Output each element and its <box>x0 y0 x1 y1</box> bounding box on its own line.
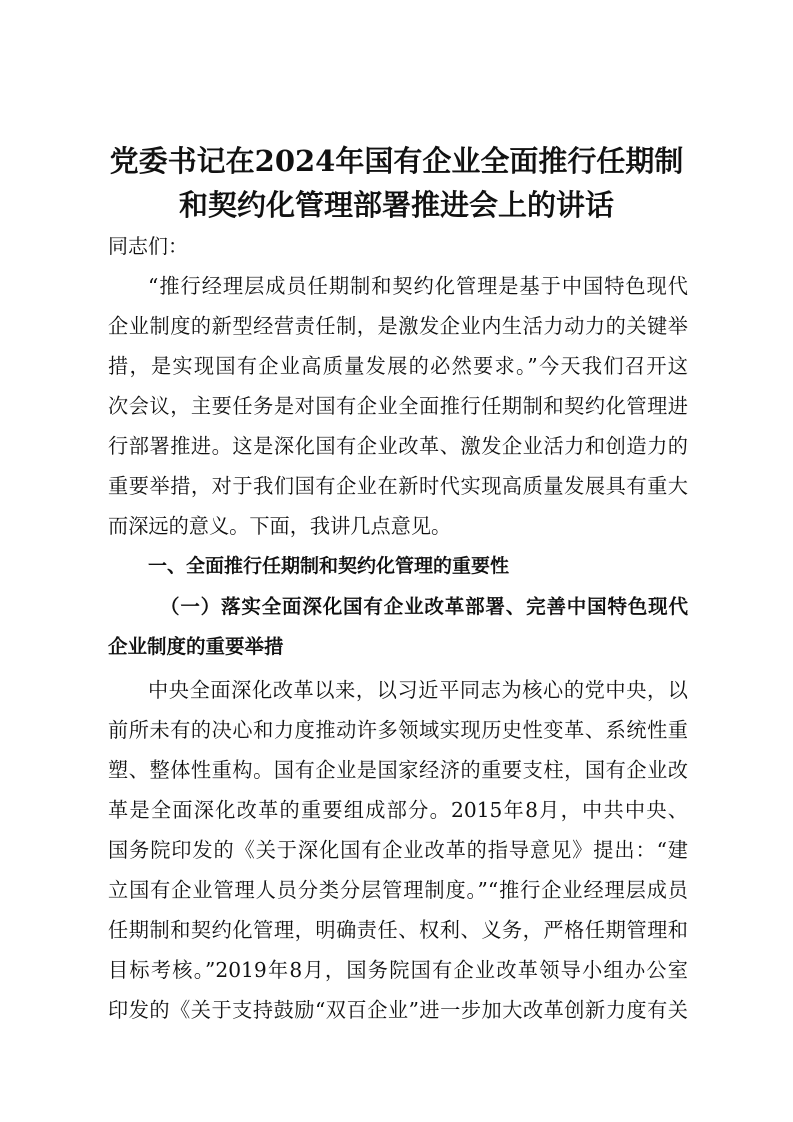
subsection-heading-line-2: 企业制度的重要举措 <box>108 635 284 658</box>
body-paragraph-line: 前所未有的决心和力度推动许多领域实现历史性变革、系统性重 <box>108 718 688 742</box>
document-title-line-2: 和契约化管理部署推进会上的讲话 <box>178 188 614 222</box>
body-paragraph-line: 中央全面深化改革以来，以习近平同志为核心的党中央，以 <box>148 678 688 702</box>
section-heading-1: 一、全面推行任期制和契约化管理的重要性 <box>148 555 510 577</box>
salutation: 同志们： <box>108 234 188 258</box>
intro-paragraph-line: “推行经理层成员任期制和契约化管理是基于中国特色现代 <box>148 274 688 298</box>
intro-paragraph-line: 重要举措，对于我们国有企业在新时代实现高质量发展具有重大 <box>108 474 688 498</box>
intro-paragraph-line: 措，是实现国有企业高质量发展的必然要求。”今天我们召开这 <box>108 354 688 378</box>
intro-paragraph-line: 企业制度的新型经营责任制，是激发企业内生活力动力的关键举 <box>108 314 688 338</box>
body-paragraph-line: 目标考核。”2019年8月，国务院国有企业改革领导小组办公室 <box>108 958 688 982</box>
body-paragraph-line: 国务院印发的《关于深化国有企业改革的指导意见》提出：“建 <box>108 838 688 862</box>
body-paragraph-line: 任期制和契约化管理，明确责任、权利、义务，严格任期管理和 <box>108 918 688 942</box>
body-paragraph-line: 塑、整体性重构。国有企业是国家经济的重要支柱，国有企业改 <box>108 758 688 782</box>
subsection-heading-line-1: （一）落实全面深化国有企业改革部署、完善中国特色现代 <box>160 595 688 618</box>
body-paragraph-line: 立国有企业管理人员分类分层管理制度。”“推行企业经理层成员 <box>108 878 688 902</box>
intro-paragraph-line: 行部署推进。这是深化国有企业改革、激发企业活力和创造力的 <box>108 434 688 458</box>
intro-paragraph-line: 次会议，主要任务是对国有企业全面推行任期制和契约化管理进 <box>108 394 688 418</box>
document-title-line-1: 党委书记在2024年国有企业全面推行任期制 <box>109 144 684 178</box>
intro-paragraph-line: 而深远的意义。下面，我讲几点意见。 <box>108 514 452 538</box>
body-paragraph-line: 印发的《关于支持鼓励“双百企业”进一步加大改革创新力度有关 <box>108 998 688 1022</box>
body-paragraph-line: 革是全面深化改革的重要组成部分。2015年8月，中共中央、 <box>108 798 688 822</box>
